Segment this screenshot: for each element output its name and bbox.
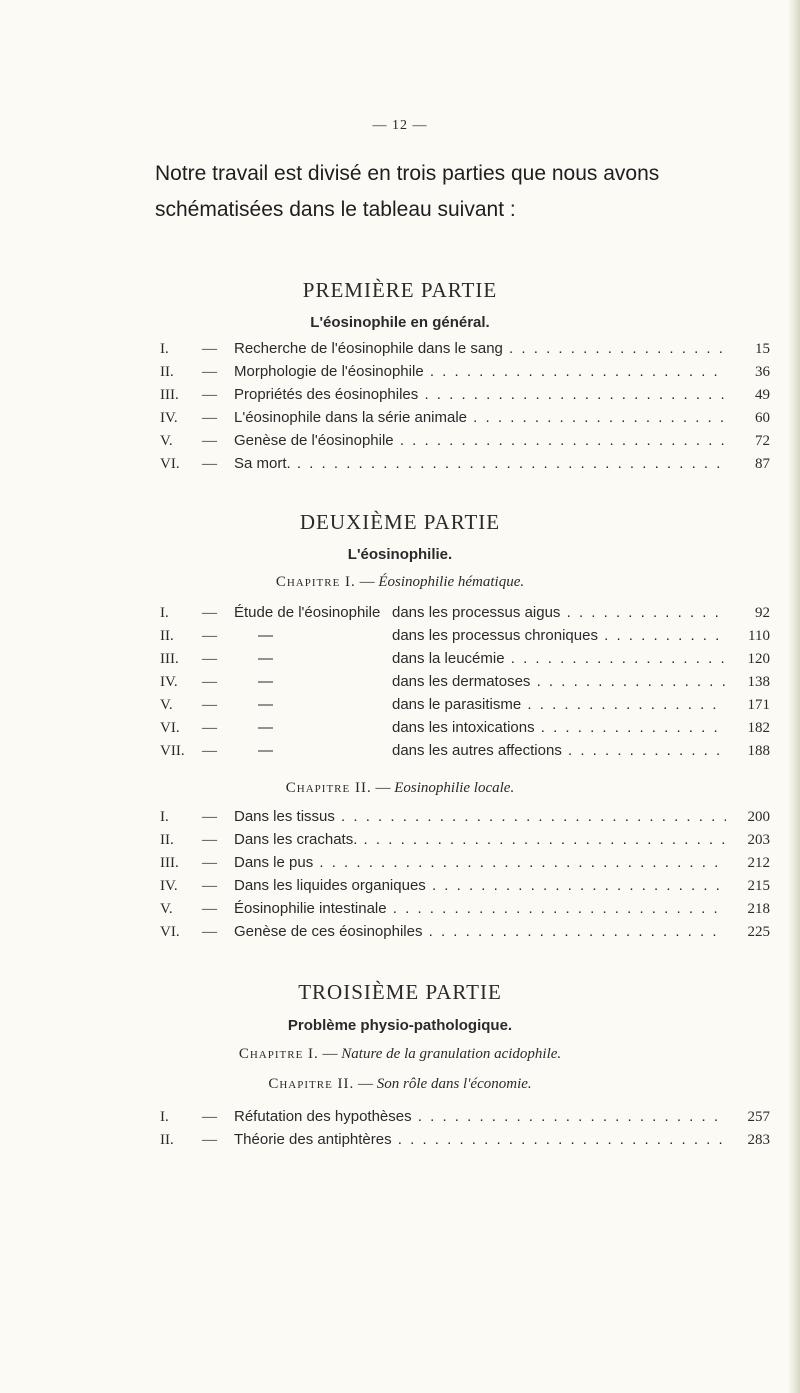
entry-number: IV. bbox=[160, 410, 178, 426]
toc-entry bbox=[160, 453, 770, 475]
entry-page: 72 bbox=[755, 433, 770, 449]
entry-title: Propriétés des éosinophiles . . . bbox=[234, 384, 726, 406]
entry-number: V. bbox=[160, 433, 173, 449]
entry-number: I. bbox=[160, 341, 169, 357]
entry-title: dans la leucémie . . . bbox=[392, 648, 726, 670]
entry-page: 215 bbox=[747, 878, 770, 894]
entry-page: 60 bbox=[755, 410, 770, 426]
chapter-heading: Chapitre II. — Son rôle dans l'économie. bbox=[268, 1076, 532, 1092]
chapter-heading: Chapitre I. — Nature de la granulation acidophile. bbox=[238, 1046, 562, 1062]
entry-dash: — bbox=[202, 809, 217, 825]
entry-title: Genèse de ces éosinophiles . . . bbox=[234, 921, 726, 943]
entry-page: 92 bbox=[755, 605, 770, 621]
part-title: TROISIÈME PARTIE bbox=[298, 980, 502, 1004]
chapter-title: Eosinophilie locale. bbox=[394, 780, 515, 796]
entry-page: 203 bbox=[747, 832, 770, 848]
entry-dash: — bbox=[202, 878, 217, 894]
entry-dash: — bbox=[202, 387, 217, 403]
entry-number: VI. bbox=[160, 720, 180, 736]
toc-entry bbox=[160, 829, 770, 851]
entry-title: Dans les liquides organiques . . . bbox=[234, 875, 726, 897]
entry-number: V. bbox=[160, 901, 173, 917]
entry-title: Morphologie de l'éosinophile . . . bbox=[234, 361, 726, 383]
entry-page: 15 bbox=[755, 341, 770, 357]
intro-line: Notre travail est divisé en trois parties que nous avons bbox=[155, 162, 660, 185]
entry-title: dans les dermatoses . . . bbox=[392, 671, 726, 693]
entry-dash: — bbox=[202, 410, 217, 426]
entry-number: VI. bbox=[160, 924, 180, 940]
intro-paragraph bbox=[155, 156, 755, 228]
entry-title: Sa mort. . . . bbox=[234, 453, 726, 475]
entry-dash: — bbox=[202, 605, 217, 621]
chapter-label: Chapitre II. bbox=[268, 1076, 355, 1092]
entry-page: 87 bbox=[755, 456, 770, 472]
chapter-heading: Chapitre I. — Éosinophilie hématique. bbox=[275, 574, 525, 590]
page-number: — 12 — bbox=[372, 118, 428, 133]
entry-prefix: — bbox=[258, 742, 273, 759]
entry-number: IV. bbox=[160, 674, 178, 690]
intro-line: schématisées dans le tableau suivant : bbox=[155, 198, 516, 221]
entry-prefix: — bbox=[258, 650, 273, 667]
toc-entry bbox=[160, 1106, 770, 1128]
toc-entry bbox=[160, 648, 770, 670]
entry-page: 200 bbox=[747, 809, 770, 825]
entry-page: 49 bbox=[755, 387, 770, 403]
part-subtitle: L'éosinophilie. bbox=[347, 546, 453, 563]
entry-dash: — bbox=[202, 855, 217, 871]
entry-dash: — bbox=[202, 720, 217, 736]
entry-dash: — bbox=[202, 743, 217, 759]
entry-number: II. bbox=[160, 832, 174, 848]
part-title: DEUXIÈME PARTIE bbox=[299, 510, 501, 534]
entry-title: Réfutation des hypothèses . . . bbox=[234, 1106, 726, 1128]
entry-number: I. bbox=[160, 605, 169, 621]
toc-entry bbox=[160, 921, 770, 943]
chapter-heading: Chapitre II. — Eosinophilie locale. bbox=[285, 780, 515, 796]
entry-number: II. bbox=[160, 1132, 174, 1148]
entry-number: VI. bbox=[160, 456, 180, 472]
page-edge bbox=[788, 0, 800, 1393]
entry-title: dans le parasitisme . . . bbox=[392, 694, 726, 716]
entry-title: Éosinophilie intestinale . . . bbox=[234, 898, 726, 920]
chapter-title: Nature de la granulation acidophile. bbox=[341, 1046, 562, 1062]
toc-entry bbox=[160, 1129, 770, 1151]
chapter-label: Chapitre II. bbox=[285, 780, 372, 796]
entry-prefix: Étude de l'éosinophile bbox=[234, 604, 381, 621]
toc-entry bbox=[160, 407, 770, 429]
toc-entry bbox=[160, 694, 770, 716]
entry-title: L'éosinophile dans la série animale . . . bbox=[234, 407, 726, 429]
toc-entry bbox=[160, 806, 770, 828]
toc-entry bbox=[160, 338, 770, 360]
entry-title: Dans le pus . . . bbox=[234, 852, 726, 874]
entry-page: 110 bbox=[748, 628, 770, 644]
entry-number: III. bbox=[160, 855, 179, 871]
entry-page: 36 bbox=[755, 364, 770, 380]
part-title: PREMIÈRE PARTIE bbox=[302, 278, 498, 302]
toc-entry bbox=[160, 898, 770, 920]
entry-title: Dans les crachats. . . . bbox=[234, 829, 726, 851]
chapter-label: Chapitre I. bbox=[238, 1046, 319, 1062]
entry-title: Genèse de l'éosinophile . . . bbox=[234, 430, 726, 452]
entry-number: II. bbox=[160, 628, 174, 644]
entry-dash: — bbox=[202, 1109, 217, 1125]
entry-page: 225 bbox=[747, 924, 770, 940]
entry-dash: — bbox=[202, 651, 217, 667]
entry-page: 257 bbox=[747, 1109, 770, 1125]
entry-dash: — bbox=[202, 674, 217, 690]
entry-dash: — bbox=[202, 832, 217, 848]
toc-entry bbox=[160, 602, 770, 624]
entry-title: dans les intoxications . . . bbox=[392, 717, 726, 739]
entry-page: 120 bbox=[747, 651, 770, 667]
part-subtitle: L'éosinophile en général. bbox=[310, 314, 490, 331]
entry-prefix: — bbox=[258, 696, 273, 713]
entry-number: V. bbox=[160, 697, 173, 713]
entry-dash: — bbox=[202, 341, 217, 357]
toc-entry bbox=[160, 671, 770, 693]
entry-page: 138 bbox=[747, 674, 770, 690]
entry-prefix: — bbox=[258, 719, 273, 736]
toc-entry bbox=[160, 852, 770, 874]
entry-dash: — bbox=[202, 364, 217, 380]
entry-number: I. bbox=[160, 809, 169, 825]
entry-page: 182 bbox=[747, 720, 770, 736]
entry-page: 283 bbox=[747, 1132, 770, 1148]
entry-page: 218 bbox=[747, 901, 770, 917]
entry-dash: — bbox=[202, 433, 217, 449]
chapter-title: Son rôle dans l'économie. bbox=[376, 1076, 532, 1092]
entry-dash: — bbox=[202, 901, 217, 917]
entry-title: dans les autres affections . . . bbox=[392, 740, 726, 762]
toc-entry bbox=[160, 875, 770, 897]
entry-prefix: — bbox=[258, 673, 273, 690]
entry-prefix: — bbox=[258, 627, 273, 644]
entry-dash: — bbox=[202, 628, 217, 644]
entry-number: IV. bbox=[160, 878, 178, 894]
entry-number: VII. bbox=[160, 743, 185, 759]
part-subtitle: Problème physio-pathologique. bbox=[287, 1017, 513, 1034]
toc-entry bbox=[160, 717, 770, 739]
entry-title: dans les processus aigus . . . bbox=[392, 602, 726, 624]
toc-entry bbox=[160, 740, 770, 762]
entry-number: III. bbox=[160, 387, 179, 403]
entry-dash: — bbox=[202, 456, 217, 472]
entry-title: Recherche de l'éosinophile dans le sang . . . bbox=[234, 338, 726, 360]
entry-title: dans les processus chroniques . . . bbox=[392, 625, 726, 647]
entry-dash: — bbox=[202, 924, 217, 940]
entry-title: Dans les tissus . . . bbox=[234, 806, 726, 828]
entry-page: 171 bbox=[747, 697, 770, 713]
entry-dash: — bbox=[202, 697, 217, 713]
entry-number: I. bbox=[160, 1109, 169, 1125]
entry-page: 188 bbox=[747, 743, 770, 759]
entry-number: III. bbox=[160, 651, 179, 667]
toc-entry bbox=[160, 361, 770, 383]
entry-title: Théorie des antiphtères . . . bbox=[234, 1129, 726, 1151]
chapter-label: Chapitre I. bbox=[275, 574, 356, 590]
toc-entry bbox=[160, 430, 770, 452]
entry-number: II. bbox=[160, 364, 174, 380]
entry-page: 212 bbox=[747, 855, 770, 871]
entry-dash: — bbox=[202, 1132, 217, 1148]
chapter-title: Éosinophilie hématique. bbox=[378, 574, 525, 590]
toc-entry bbox=[160, 625, 770, 647]
toc-entry bbox=[160, 384, 770, 406]
